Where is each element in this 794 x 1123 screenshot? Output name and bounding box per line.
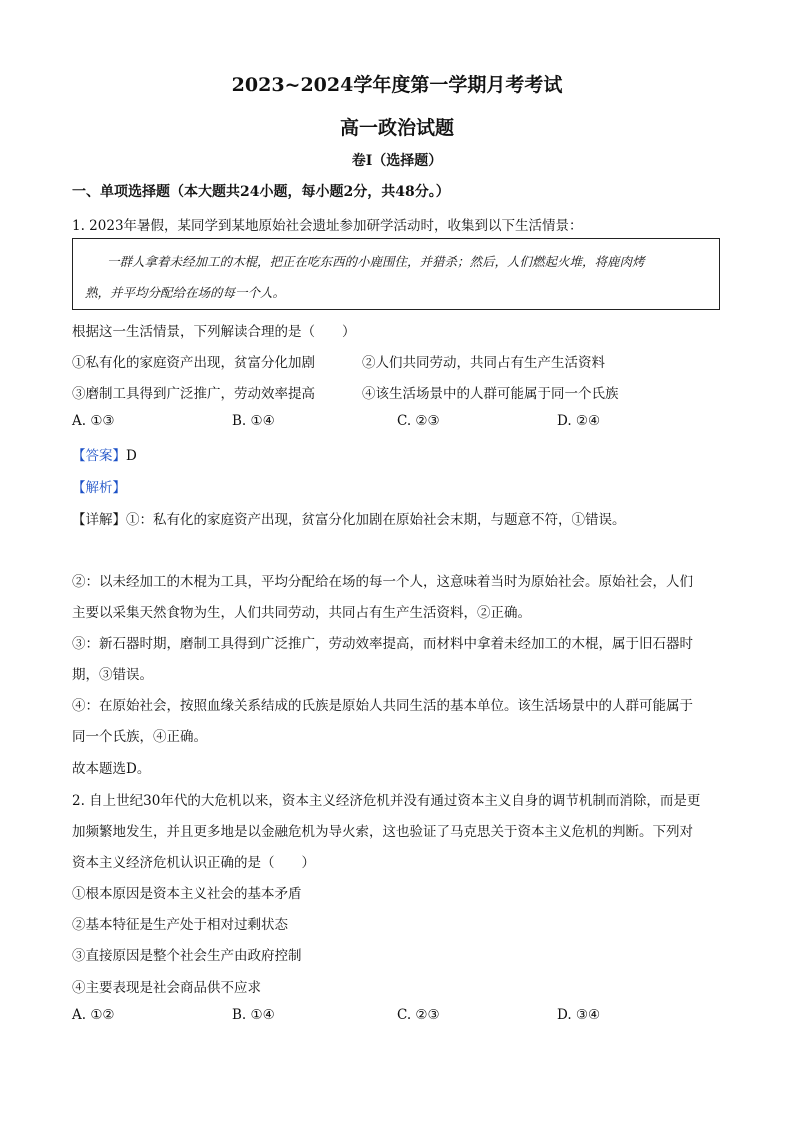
exam-title: 2023~2024学年度第一学期月考考试 xyxy=(231,74,563,96)
q2-choice-c: C. ②③ xyxy=(397,1007,440,1023)
q2-option-4: ④主要表现是社会商品供不应求 xyxy=(72,980,261,996)
subject-title: 高一政治试题 xyxy=(339,117,454,139)
q2-stem-line: 2. 自上世纪30年代的大危机以来，资本主义经济危机并没有通过资本主义自身的调节机制而消除，而是更 xyxy=(72,793,701,809)
q1-choice-d: D. ②④ xyxy=(557,413,601,429)
q1-material-line: 熟，并平均分配给在场的每一个人。 xyxy=(85,285,286,300)
q1-detail-3b: 期，③错误。 xyxy=(72,667,153,683)
q1-option-1: ①私有化的家庭资产出现，贫富分化加剧 xyxy=(72,355,315,371)
q1-choice-b: B. ①④ xyxy=(232,413,275,429)
detail-text: ①：私有化的家庭资产出现，贫富分化加剧在原始社会末期，与题意不符，①错误。 xyxy=(126,512,626,528)
q2-choice-d: D. ③④ xyxy=(557,1007,601,1023)
answer-tag: 【答案】 xyxy=(72,448,126,464)
q1-question: 根据这一生活情景，下列解读合理的是（ ） xyxy=(72,324,356,340)
q1-conclusion: 故本题选D。 xyxy=(72,761,151,777)
q2-stem-line: 加频繁地发生，并且更多地是以金融危机为导火索，这也验证了马克思关于资本主义危机的判断。下列对 xyxy=(72,824,693,840)
answer-value: D xyxy=(126,448,137,464)
q1-detail-4a: ④：在原始社会，按照血缘关系结成的氏族是原始人共同生活的基本单位。该生活场景中的人群可能属于 xyxy=(72,698,693,714)
q1-stem: 1. 2023年暑假，某同学到某地原始社会遗址参加研学活动时，收集到以下生活情景： xyxy=(72,218,583,234)
q1-detail-2a: ②：以未经加工的木棍为工具，平均分配给在场的每一个人，这意味着当时为原始社会。原始社会，人们 xyxy=(72,574,693,590)
q1-detail-3a: ③：新石器时期，磨制工具得到广泛推广，劳动效率提高，而材料中拿着未经加工的木棍，属于旧石器时 xyxy=(72,636,693,652)
q1-detail-4b: 同一个氏族，④正确。 xyxy=(72,729,207,745)
q1-option-3: ③磨制工具得到广泛推广，劳动效率提高 xyxy=(72,386,315,402)
q1-option-4: ④该生活场景中的人群可能属于同一个氏族 xyxy=(362,386,619,402)
q1-detail-2b: 主要以采集天然食物为生，人们共同劳动，共同占有生产生活资料，②正确。 xyxy=(72,605,531,621)
q1-detail-1 xyxy=(72,508,626,528)
q1-material-line: 一群人拿着未经加工的木棍，把正在吃东西的小鹿围住，并猎杀；然后，人们燃起火堆，将鹿肉烤 xyxy=(107,254,645,269)
q1-choice-c: C. ②③ xyxy=(397,413,440,429)
analysis-tag: 【解析】 xyxy=(72,480,126,496)
q2-choice-a: A. ①② xyxy=(72,1007,115,1023)
detail-tag: 【详解】 xyxy=(72,512,126,528)
q2-stem-line: 资本主义经济危机认识正确的是（ ） xyxy=(72,855,315,871)
q1-material-box xyxy=(72,238,720,310)
q1-option-2: ②人们共同劳动，共同占有生产生活资料 xyxy=(362,355,605,371)
q2-option-2: ②基本特征是生产处于相对过剩状态 xyxy=(72,917,288,933)
q1-answer-line xyxy=(72,444,137,464)
q2-option-1: ①根本原因是资本主义社会的基本矛盾 xyxy=(72,886,302,902)
section-heading: 一、单项选择题（本大题共24小题，每小题2分，共48分。） xyxy=(72,184,450,200)
q2-choice-b: B. ①④ xyxy=(232,1007,275,1023)
volume-title: 卷Ⅰ（选择题） xyxy=(351,153,443,169)
q1-choice-a: A. ①③ xyxy=(72,413,115,429)
q2-option-3: ③直接原因是整个社会生产由政府控制 xyxy=(72,948,302,964)
